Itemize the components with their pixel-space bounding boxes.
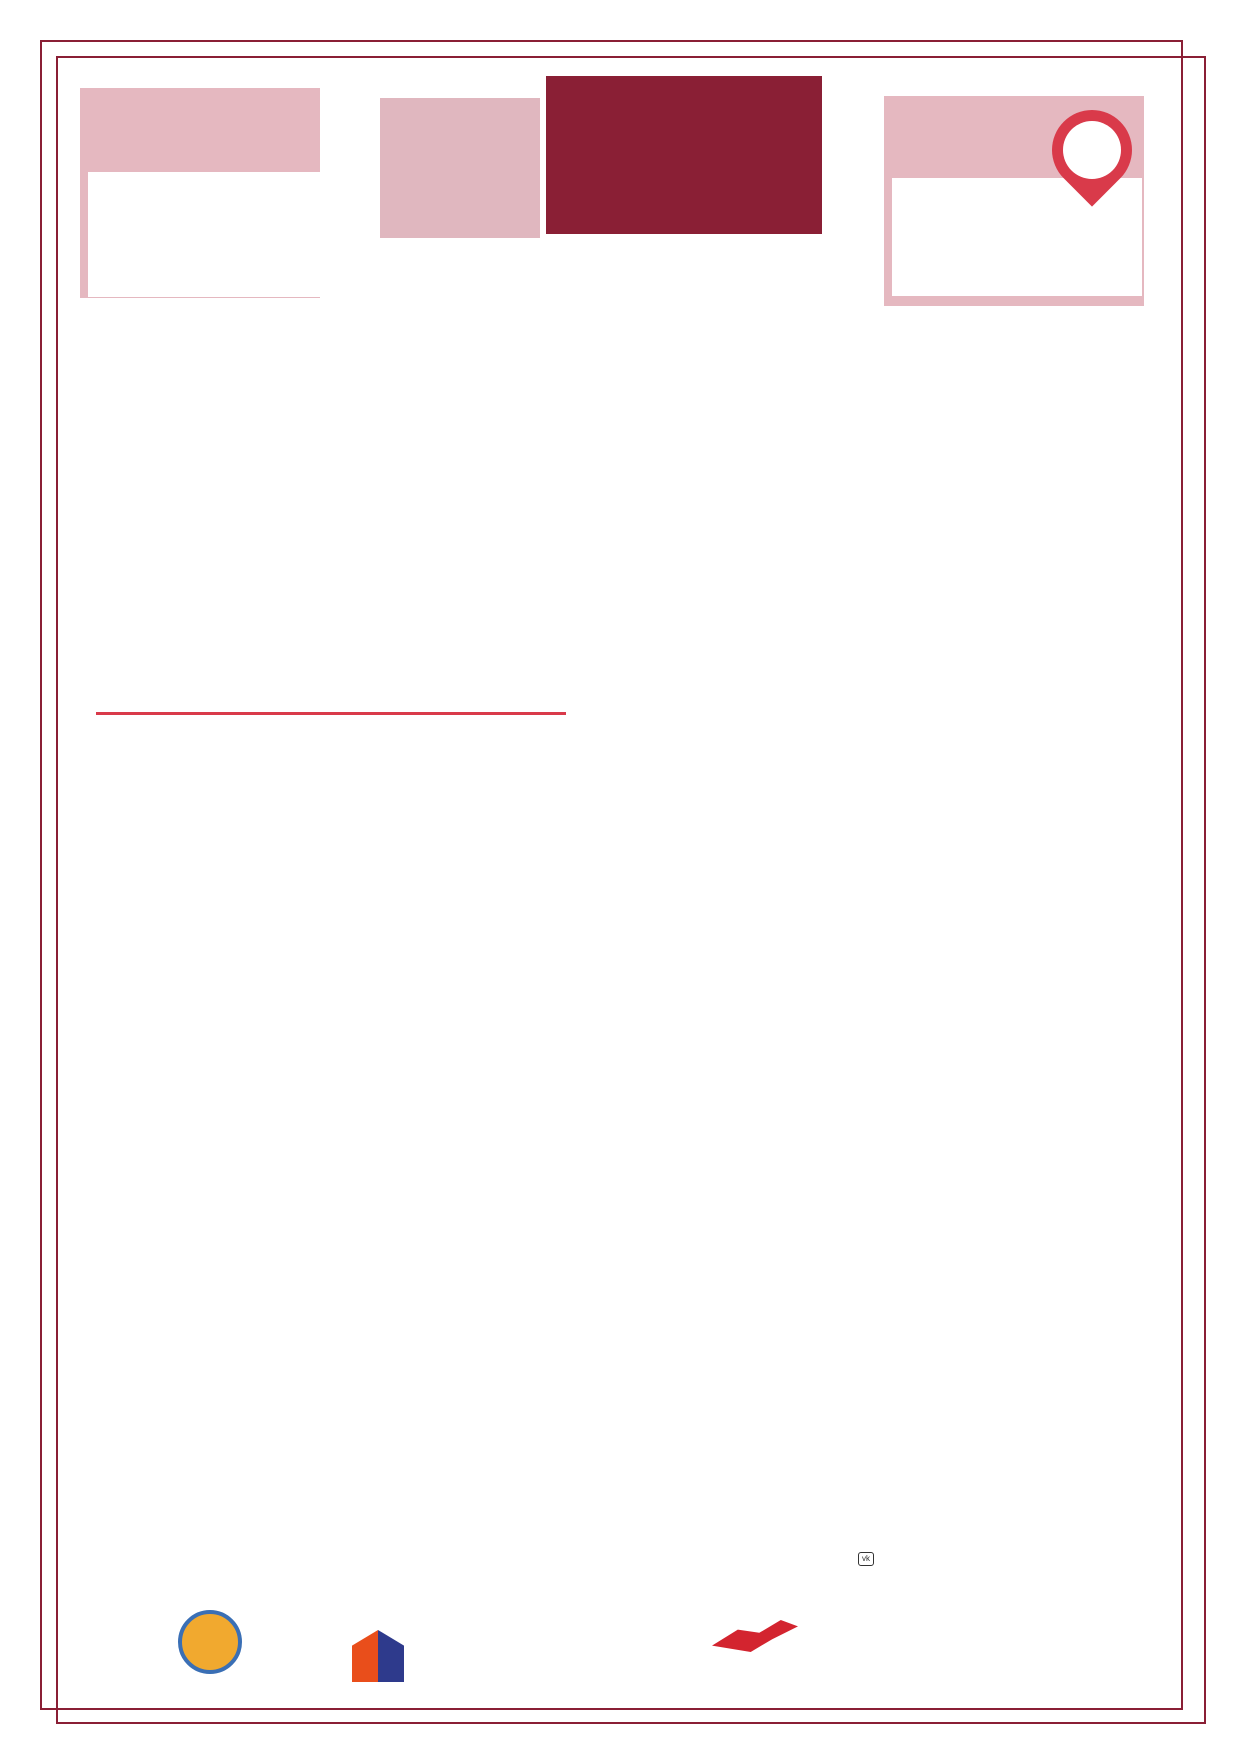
season-box <box>380 98 540 238</box>
horse-icon <box>712 1620 798 1652</box>
festival-badge-inner <box>1063 121 1121 179</box>
logo-psb <box>352 1626 552 1686</box>
left-divider <box>96 712 566 715</box>
milk-jug-icon <box>178 1610 242 1674</box>
logo-derevenskoe <box>160 1610 260 1700</box>
inner-frame <box>56 56 1206 1724</box>
psb-mark-icon <box>352 1630 404 1682</box>
header-left-inner <box>88 172 336 297</box>
theatre-logo <box>546 76 822 234</box>
vk-icon: vk <box>858 1552 874 1566</box>
header-right-inner <box>892 178 1142 296</box>
logo-tomskoe-vremya <box>700 1606 810 1696</box>
